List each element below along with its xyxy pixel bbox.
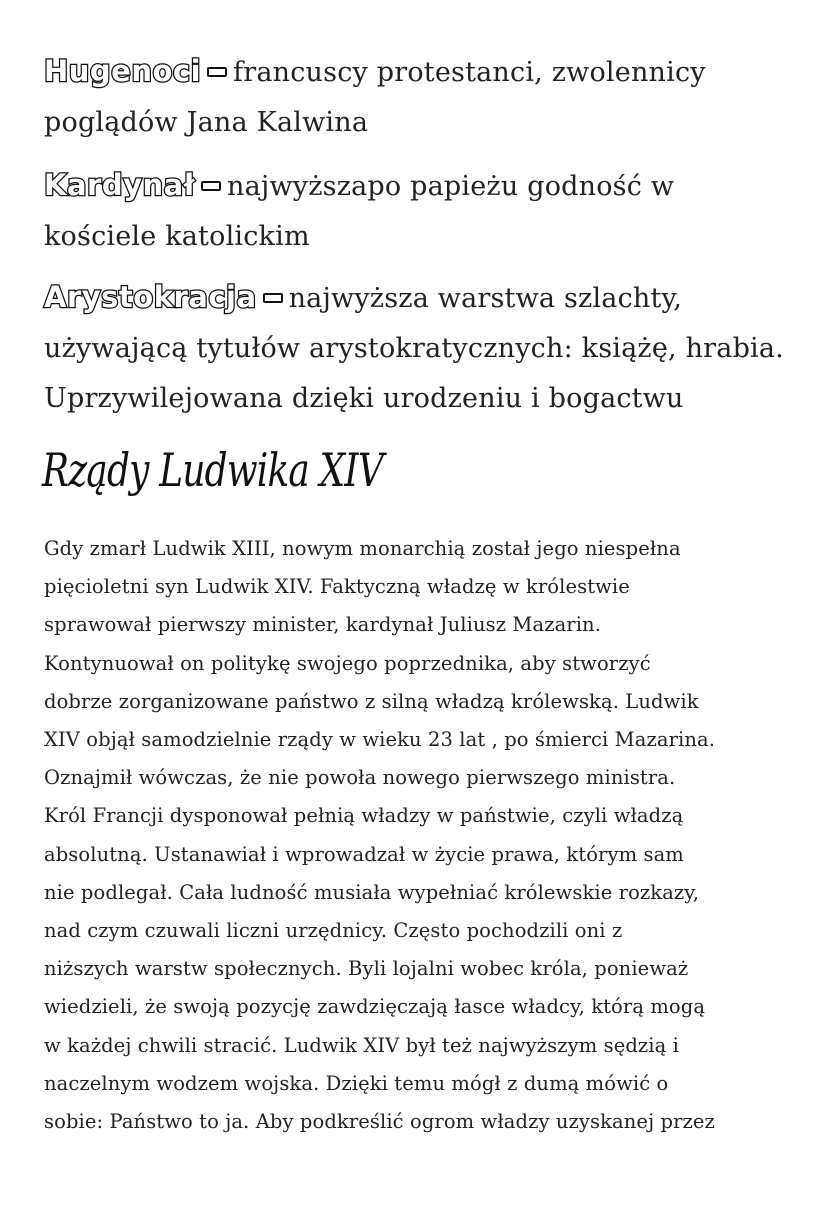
paragraph-line: dobrze zorganizowane państwo z silną władzą królewską. Ludwik — [44, 689, 699, 713]
definition-text-continued: używającą tytułów arystokratycznych: książę, hrabia. — [44, 333, 784, 364]
paragraph-line: pięcioletni syn Ludwik XIV. Faktyczną władzę w królestwie — [44, 575, 630, 599]
definition-kardynal — [44, 160, 804, 262]
paragraph-line: w każdej chwili stracić. Ludwik XIV był też najwyższym sędzią i — [44, 1033, 679, 1057]
paragraph-line: Gdy zmarł Ludwik XIII, nowym monarchią został jego niespełna — [44, 537, 681, 560]
paragraph-line: nie podlegał. Cała ludność musiała wypełniać królewskie rozkazy, — [44, 880, 700, 904]
term-kardynal: Kardynał — [44, 168, 195, 202]
definition-arystokracja — [44, 272, 804, 424]
paragraph-line: Kontynuował on politykę swojego poprzednika, aby stworzyć — [44, 651, 651, 675]
paragraph-line: absolutną. Ustanawiał i wprowadzał w życie prawa, którym sam — [44, 842, 684, 866]
definition-text: francuscy protestanci, zwolennicy — [233, 57, 706, 88]
dash-icon — [263, 293, 283, 303]
definition-text: najwyższa warstwa szlachty, — [288, 283, 683, 314]
definition-text-continued: kościele katolickim — [44, 221, 310, 252]
term-hugenoci: Hugenoci — [44, 54, 202, 88]
term-arystokracja: Arystokracja — [44, 280, 257, 314]
paragraph-line: nad czym czuwali liczni urzędnicy. Często pochodzili oni z — [44, 919, 623, 943]
definition-text-continued: Uprzywilejowana dzięki urodzeniu i bogactwu — [44, 383, 684, 414]
paragraph-line: wiedzieli, że swoją pozycję zawdzięczają łasce władcy, którą mogą — [44, 995, 706, 1019]
paragraph-line: niższych warstw społecznych. Byli lojalni wobec króla, ponieważ — [44, 957, 689, 981]
paragraph-line: naczelnym wodzem wojska. Dzięki temu mógł z dumą mówić o — [44, 1071, 669, 1095]
definition-text-continued: poglądów Jana Kalwina — [44, 107, 369, 138]
dash-icon — [201, 181, 221, 191]
paragraph-line: sprawował pierwszy minister, kardynał Juliusz Mazarin. — [44, 613, 602, 637]
definition-text: najwyższapo papieżu godność w — [226, 171, 675, 202]
paragraph-line: Król Francji dysponował pełnią władzy w państwie, czyli władzą — [44, 804, 684, 828]
paragraph-line: sobie: Państwo to ja. Aby podkreślić ogrom władzy uzyskanej przez — [44, 1110, 715, 1134]
dash-icon — [207, 67, 227, 77]
paragraph-line: Oznajmił wówczas, że nie powoła nowego pierwszego ministra. — [44, 766, 676, 790]
definition-hugenoci — [44, 46, 804, 148]
body-paragraph — [44, 530, 814, 1141]
section-heading: Rządy Ludwika XIV — [42, 443, 383, 497]
paragraph-line: XIV objął samodzielnie rządy w wieku 23 lat , po śmierci Mazarina. — [44, 728, 716, 752]
